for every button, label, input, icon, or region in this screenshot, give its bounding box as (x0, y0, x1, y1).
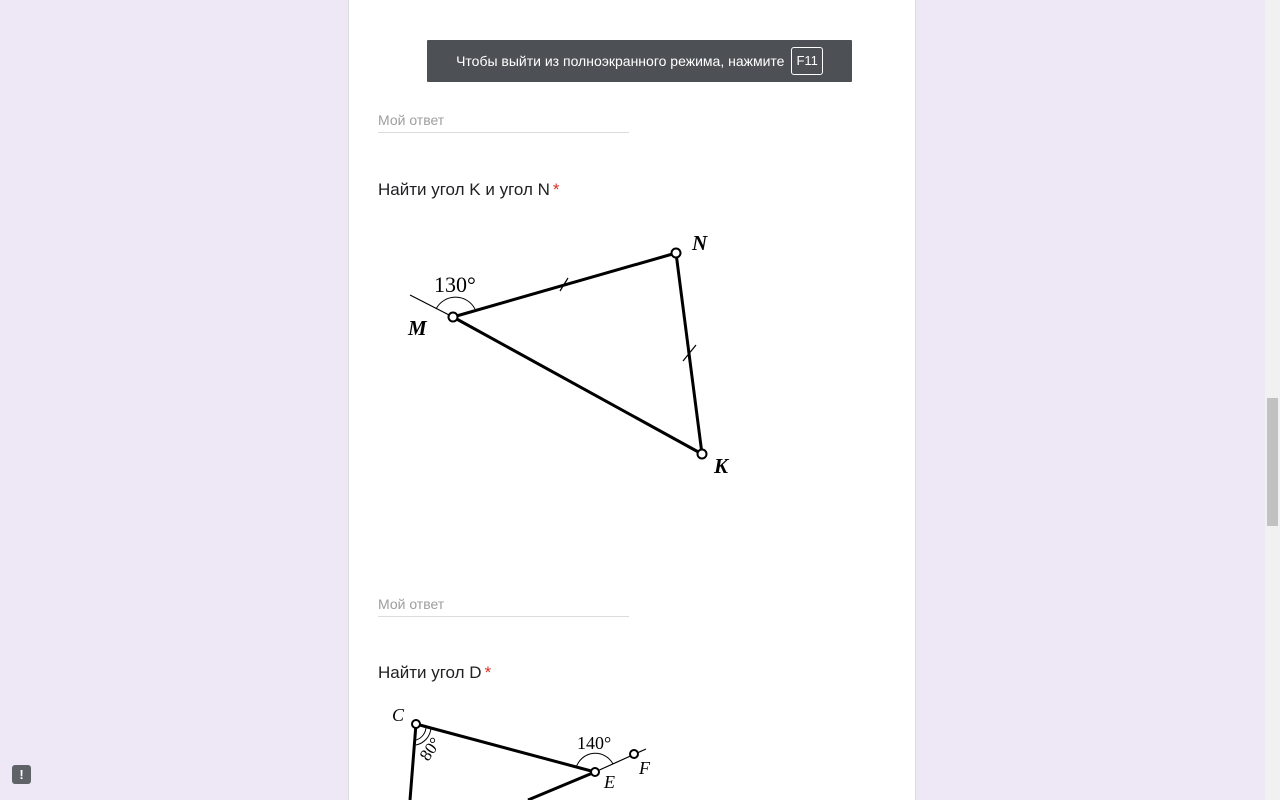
label-c: C (392, 705, 405, 725)
side-ed (528, 772, 595, 800)
angle-arc (436, 297, 475, 309)
required-mark: * (552, 180, 560, 199)
label-e: E (604, 772, 615, 792)
scrollbar-thumb[interactable] (1267, 398, 1278, 526)
angle-label-130: 130° (434, 272, 476, 297)
label-f: F (639, 758, 650, 778)
triangle-mnk-figure (378, 225, 758, 490)
answer-input-k-n[interactable] (378, 592, 629, 617)
label-m: M (408, 316, 427, 340)
label-k: K (714, 454, 729, 478)
report-problem-icon[interactable]: ! (12, 765, 31, 784)
label-n: N (692, 231, 708, 255)
side-cd (410, 724, 416, 800)
answer-input-previous[interactable] (378, 108, 629, 133)
question-title-d (378, 663, 491, 683)
angle-arc-c (416, 727, 426, 740)
question-text: Найти угол D (378, 663, 482, 682)
side-mn (453, 253, 676, 317)
side-ce (416, 724, 595, 772)
angle-label-140: 140° (577, 733, 612, 753)
extension-line (410, 295, 453, 317)
vertex-k (698, 450, 707, 459)
angle-label-80: 80° (415, 733, 445, 765)
point-f (630, 750, 638, 758)
side-mk (453, 317, 702, 454)
question-title-k-n (378, 180, 560, 200)
vertex-n (672, 249, 681, 258)
question-text: Найти угол K и угол N (378, 180, 550, 199)
vertex-c (412, 720, 420, 728)
fullscreen-exit-notice (427, 40, 852, 82)
required-mark: * (484, 663, 492, 682)
f11-key-badge: F11 (791, 47, 822, 75)
vertex-e (591, 768, 599, 776)
triangle-cde-figure (378, 700, 678, 800)
vertex-m (449, 313, 458, 322)
fullscreen-notice-text: Чтобы выйти из полноэкранного режима, нажмите (456, 53, 785, 69)
scrollbar[interactable] (1265, 0, 1280, 800)
